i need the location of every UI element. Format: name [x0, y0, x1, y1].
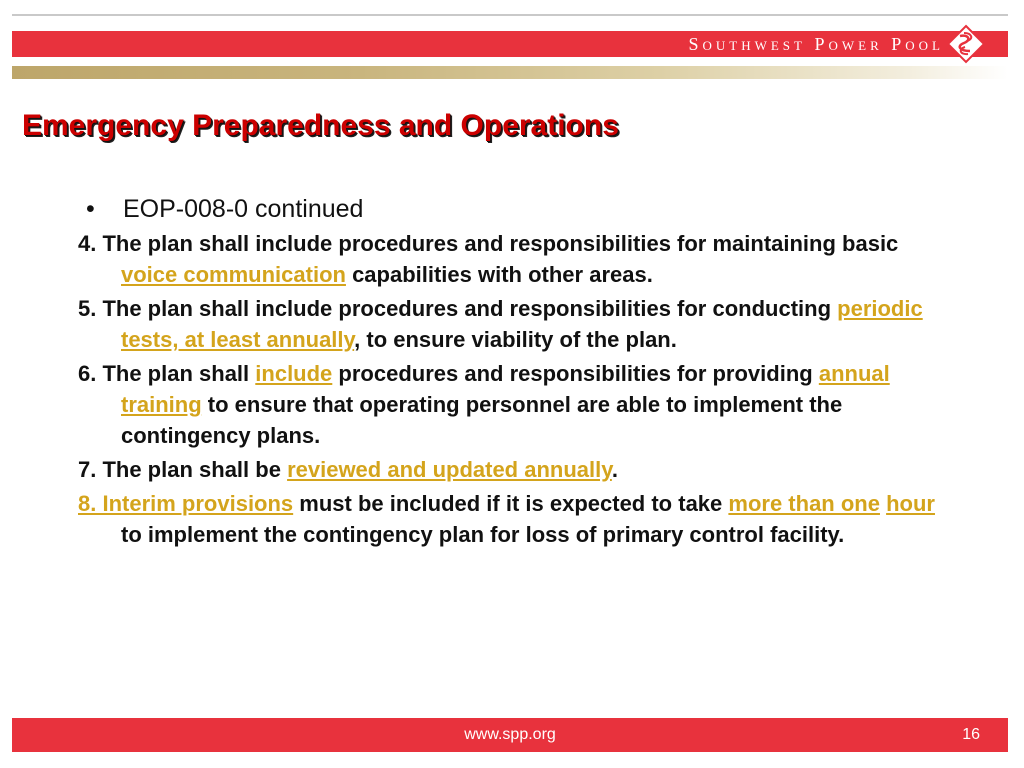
requirement-text: to ensure that operating personnel are able to implement the contingency plans.	[121, 392, 843, 448]
link-more-than-one[interactable]: more than one	[728, 491, 880, 516]
requirement-item-4	[78, 228, 958, 290]
page-number: 16	[962, 726, 980, 743]
link-include[interactable]: include	[255, 361, 333, 386]
requirement-text: must be included if it is expected to take	[293, 491, 729, 516]
link-hour[interactable]: hour	[886, 491, 935, 516]
requirement-text: 4. The plan shall include procedures and responsibilities for maintaining basic	[78, 231, 899, 256]
link-annual-training[interactable]: annual training	[121, 361, 890, 417]
requirement-text: to implement the contingency plan for loss of primary control facility.	[121, 522, 845, 547]
requirement-text: 7. The plan shall be	[78, 457, 288, 482]
requirement-item-5	[78, 293, 958, 355]
footer-url[interactable]: www.spp.org	[464, 726, 556, 743]
link-interim-provisions[interactable]: 8. Interim provisions	[78, 491, 294, 516]
spp-logo-icon	[946, 24, 986, 64]
slide-title: Emergency Preparedness and Operations	[22, 109, 619, 142]
requirement-item-7	[78, 454, 958, 485]
requirement-text: 6. The plan shall	[78, 361, 256, 386]
requirement-text: capabilities with other areas.	[345, 262, 653, 287]
requirement-item-6	[78, 358, 958, 451]
bullet-icon: •	[86, 195, 95, 223]
requirement-text: 5. The plan shall include procedures and responsibilities for conducting	[78, 296, 838, 321]
slide-content	[78, 192, 958, 553]
link-voice-communication[interactable]: voice communication	[121, 262, 346, 287]
requirement-item-8	[78, 488, 958, 550]
link-periodic-tests[interactable]: periodic tests, at least annually	[121, 296, 923, 352]
bullet-item	[78, 192, 958, 226]
brand-name: Southwest Power Pool	[688, 34, 944, 54]
requirement-text: .	[611, 457, 618, 482]
accent-bar	[12, 66, 1008, 79]
top-divider	[12, 14, 1008, 16]
requirement-text: procedures and responsibilities for providing	[332, 361, 819, 386]
bullet-text: EOP-008-0 continued	[123, 195, 364, 223]
link-reviewed-updated[interactable]: reviewed and updated annually	[287, 457, 612, 482]
footer-bar	[12, 718, 1008, 752]
requirement-text: , to ensure viability of the plan.	[354, 327, 677, 352]
